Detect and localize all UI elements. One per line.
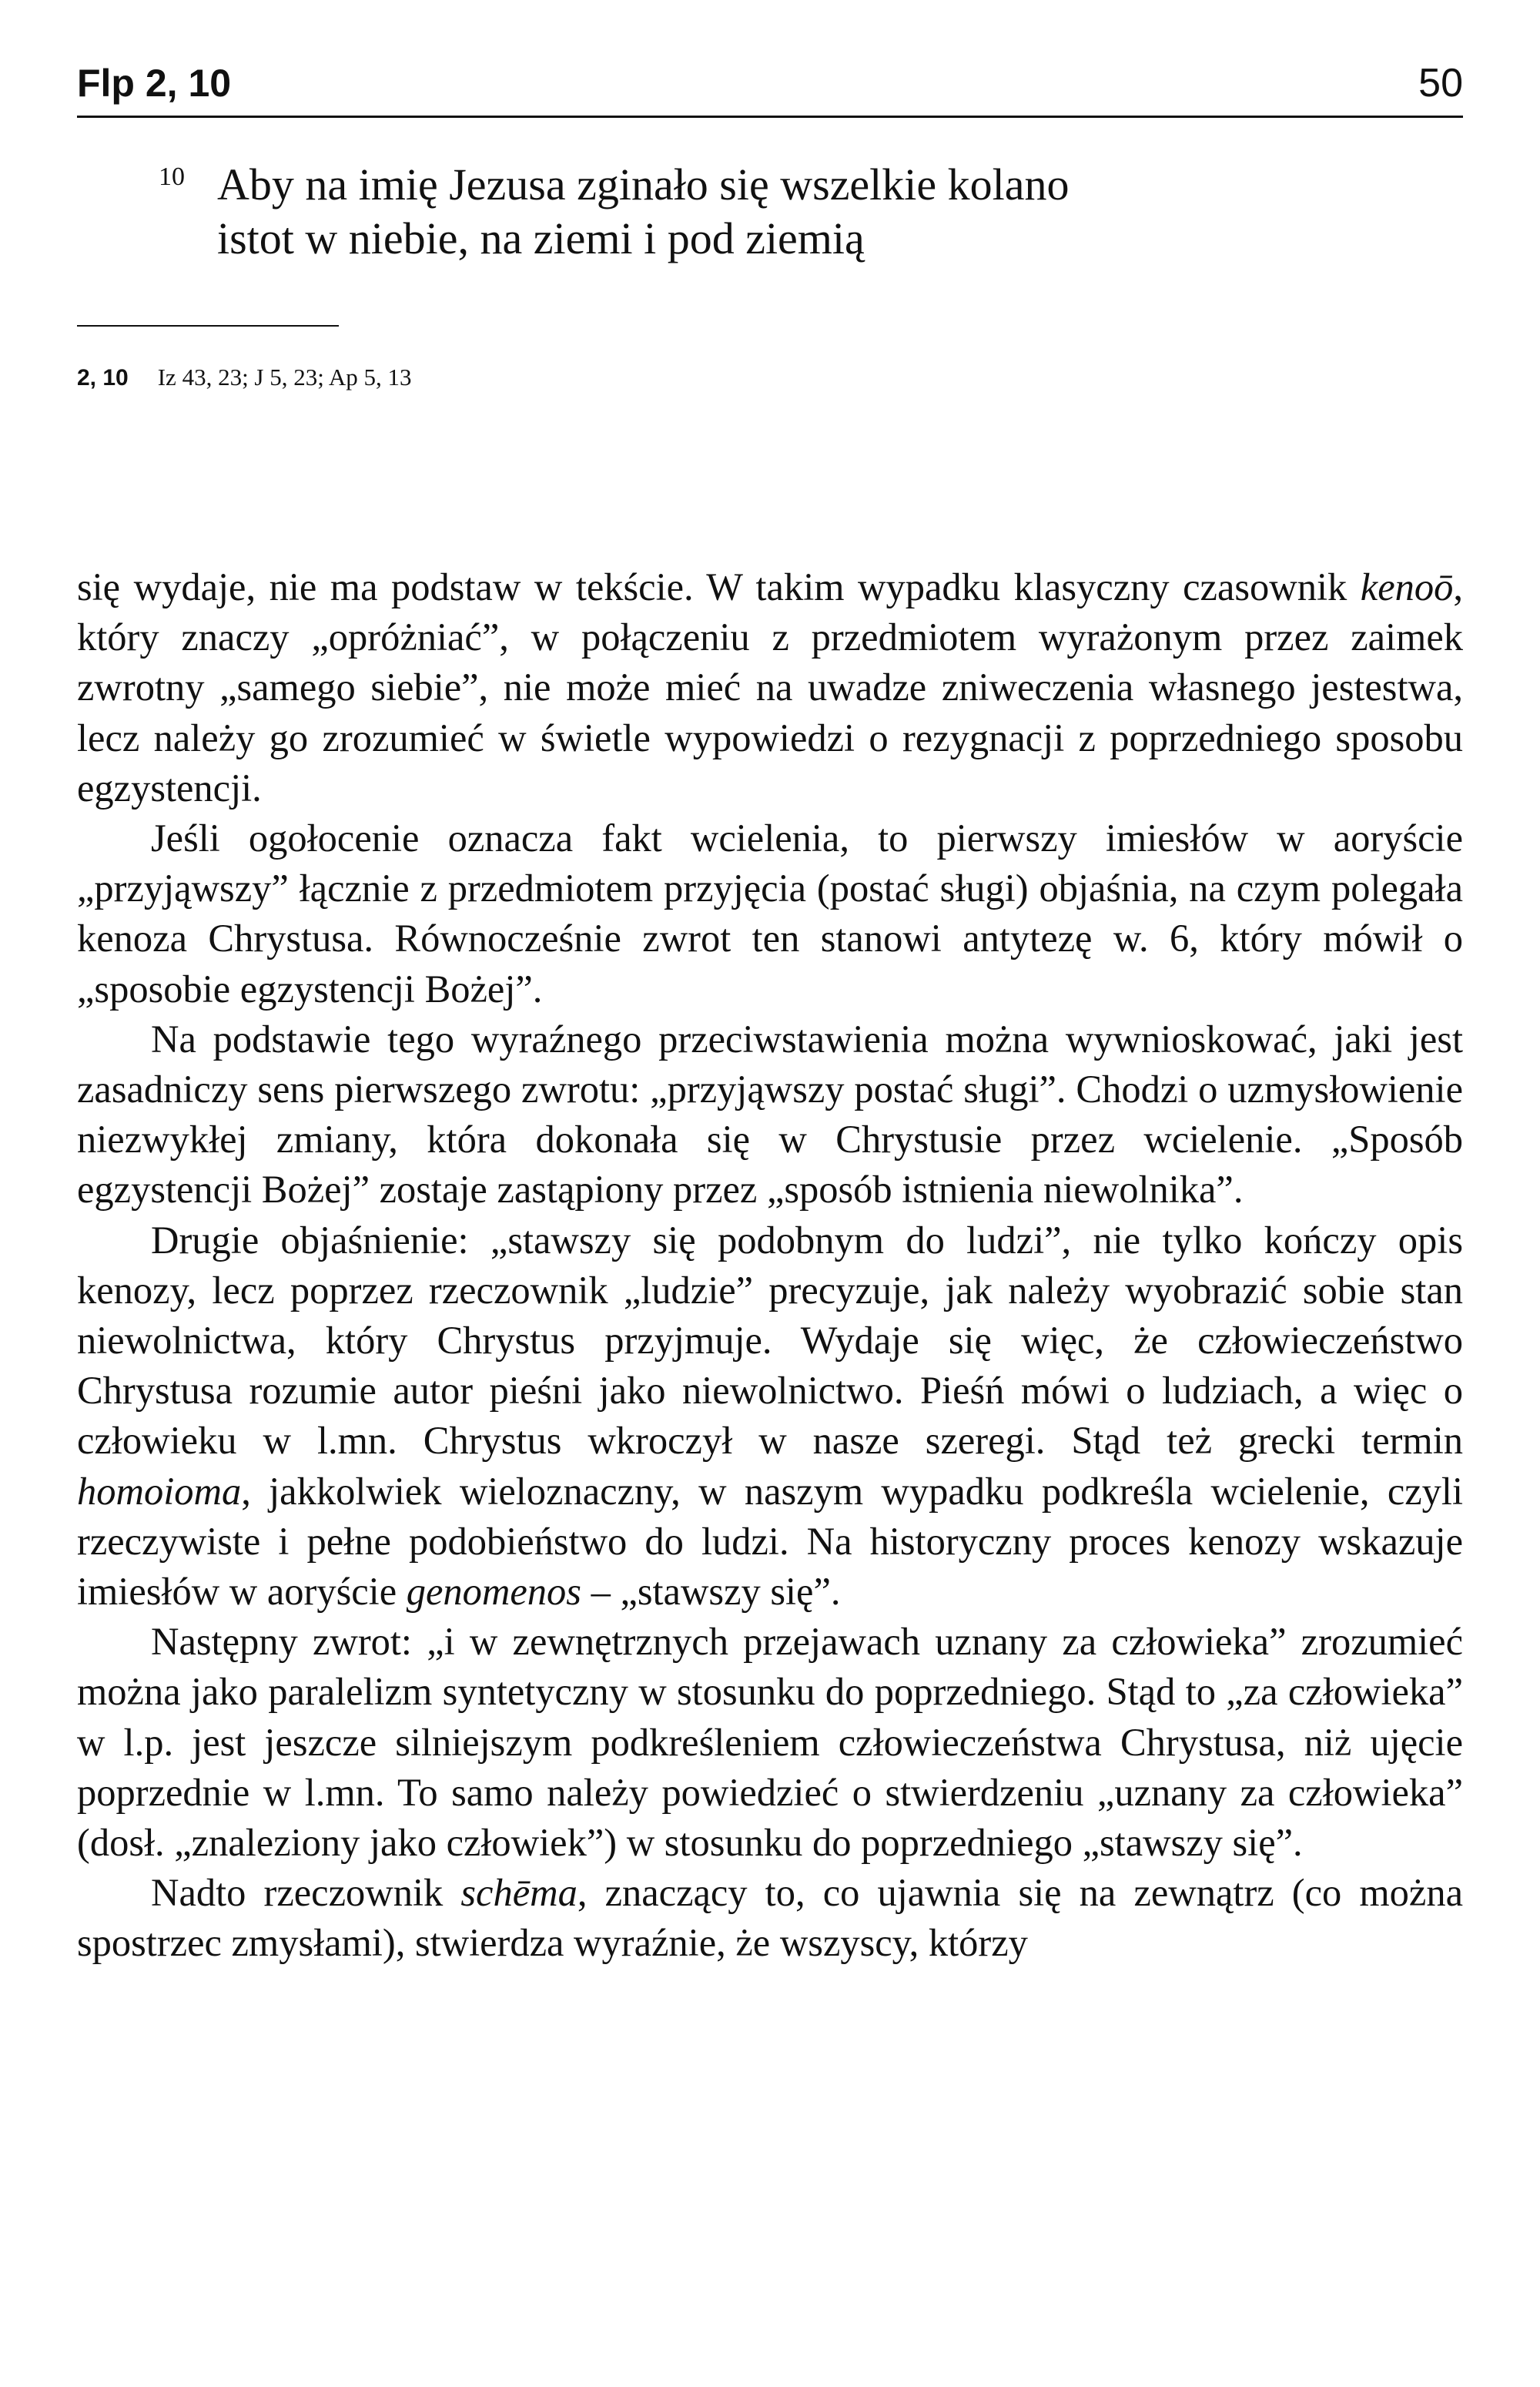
paragraph-text: Jeśli ogołocenie oznacza fakt wcielenia, to pierwszy imiesłów w aoryście „przyjąwszy” łącznie z przedmiotem przyjęcia (postać sługi) objaśnia, na czym polegała kenoza Chrystusa. Równocześnie zwrot ten stanowi antytezę w. 6, który mówił o „sposobie egzystencji Bożej”. bbox=[77, 816, 1463, 1011]
verse-number: 10 bbox=[159, 163, 185, 191]
paragraph-text: Drugie objaśnienie: „stawszy się podobnym do ludzi”, nie tylko kończy opis kenozy, lecz poprzez rzeczownik „ludzie” precyzuje, jak należy wyobrazić sobie stan niewolnictwa, który Chrystus przyjmuje. Wydaje się więc, że człowieczeństwo Chrystusa rozumie autor pieśni jako niewolnictwo. Pieśń mówi o ludziach, a więc o człowieku w l.mn. Chrystus wkroczył w nasze szeregi. Stąd też grecki termin bbox=[77, 1218, 1463, 1463]
italic-term: genomenos bbox=[406, 1570, 581, 1614]
italic-term: kenoō bbox=[1360, 565, 1454, 608]
commentary-body bbox=[77, 562, 1463, 1969]
italic-term: homoioma bbox=[77, 1469, 242, 1513]
paragraph-text: , znaczący to, co ujawnia się na zewnątrz (co można spostrzec zmysłami), stwierdza wyraźnie, że wszyscy, którzy bbox=[77, 1871, 1463, 1965]
italic-term: schēma bbox=[460, 1871, 578, 1915]
header-reference: Flp 2, 10 bbox=[77, 62, 232, 105]
running-header bbox=[77, 60, 1463, 118]
verse-line: Aby na imię Jezusa zginało się wszelkie kolano bbox=[217, 159, 1070, 210]
page-number: 50 bbox=[1418, 61, 1463, 106]
paragraph bbox=[77, 562, 1463, 813]
paragraph-text: Następny zwrot: „i w zewnętrznych przejawach uznany za człowieka” zrozumieć można jako paralelizm syntetyczny w stosunku do poprzedniego. Stąd to „za człowieka” w l.p. jest jeszcze silniejszym podkreśleniem człowieczeństwa Chrystusa, niż ujęcie poprzednie w l.mn. To samo należy powiedzieć o stwierdzeniu „uznany za człowieka” (dosł. „znaleziony jako człowiek”) w stosunku do poprzedniego „stawszy się”. bbox=[77, 1620, 1463, 1865]
footnote-text: Iz 43, 23; J 5, 23; Ap 5, 13 bbox=[157, 364, 412, 391]
paragraph bbox=[77, 1215, 1463, 1618]
verse-line: istot w niebie, na ziemi i pod ziemią bbox=[217, 213, 865, 263]
paragraph-text: – „stawszy się”. bbox=[581, 1570, 841, 1614]
footnote-ref: 2, 10 bbox=[77, 365, 129, 391]
paragraph-text: Nadto rzeczownik bbox=[151, 1871, 461, 1915]
paragraph-text: , który znaczy „opróżniać”, w połączeniu z przedmiotem wyrażonym przez zaimek zwrotny „samego siebie”, nie może mieć na uwadze zniweczenia własnego jestestwa, lecz należy go zrozumieć w świetle wypowiedzi o rezygnacji z poprzedniego sposobu egzystencji. bbox=[77, 565, 1463, 810]
paragraph bbox=[77, 1868, 1463, 1968]
paragraph-text: , jakkolwiek wieloznaczny, w naszym wypadku podkreśla wcielenie, czyli rzeczywiste i pełne podobieństwo do ludzi. Na historyczny proces kenozy wskazuje imiesłów w aoryście bbox=[77, 1469, 1463, 1614]
paragraph-text: się wydaje, nie ma podstaw w tekście. W takim wypadku klasyczny czasownik bbox=[77, 565, 1361, 608]
footnote-rule bbox=[77, 325, 339, 327]
paragraph bbox=[77, 1014, 1463, 1215]
paragraph bbox=[77, 1617, 1463, 1868]
paragraph bbox=[77, 813, 1463, 1014]
cross-reference-footnote bbox=[77, 364, 412, 391]
paragraph-text: Na podstawie tego wyraźnego przeciwstawienia można wywnioskować, jaki jest zasadniczy sens pierwszego zwrotu: „przyjąwszy postać sługi”. Chodzi o uzmysłowienie niezwykłej zmiany, która dokonała się w Chrystusie przez wcielenie. „Sposób egzystencji Bożej” zostaje zastąpiony przez „sposób istnienia niewolnika”. bbox=[77, 1017, 1463, 1212]
